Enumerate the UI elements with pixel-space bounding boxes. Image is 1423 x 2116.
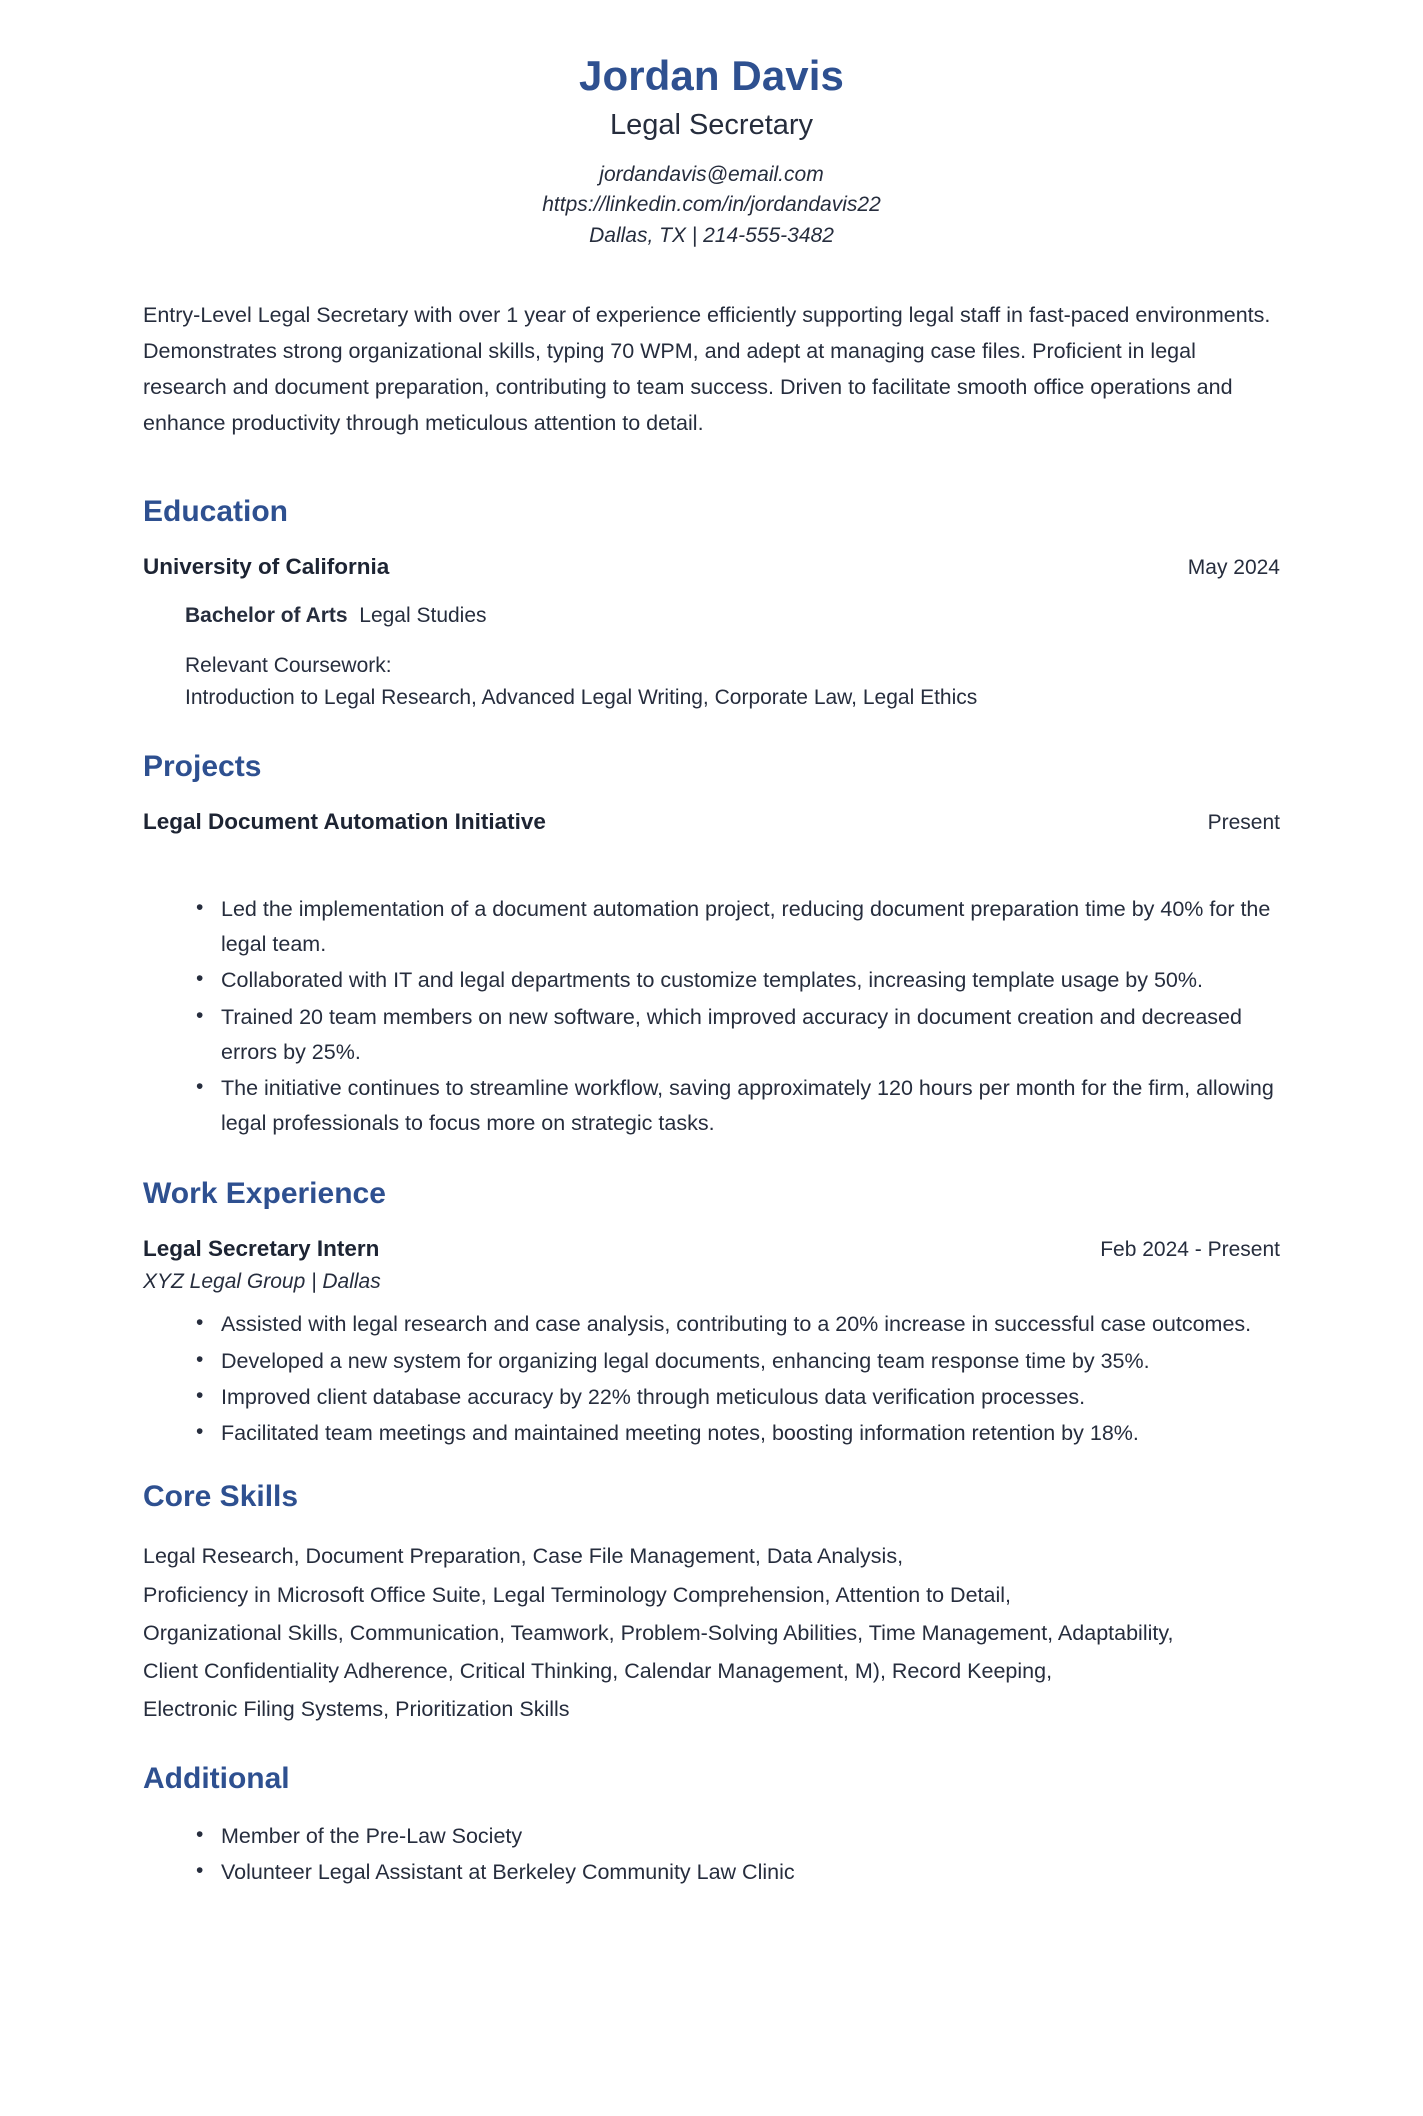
list-item: • Collaborated with IT and legal departments to customize templates, increasing template usage by 50%.: [218, 963, 1280, 998]
section-core-skills: [143, 1479, 1280, 1728]
additional-bullet-list: [143, 1819, 1280, 1891]
list-item: • Trained 20 team members on new software, which improved accuracy in document creation and decreased errors by 25%.: [218, 1000, 1280, 1071]
list-item: • Led the implementation of a document automation project, reducing document preparation time by 40% for the legal team.: [218, 892, 1280, 963]
work-entry: [143, 1234, 1280, 1452]
education-school: University of California: [143, 553, 390, 579]
education-coursework-block: [143, 650, 1280, 713]
section-title-work-experience: Work Experience: [143, 1176, 386, 1210]
candidate-name: Jordan Davis: [579, 52, 844, 99]
work-date-range: Feb 2024 - Present: [1100, 1237, 1280, 1261]
work-job-title: Legal Secretary Intern: [143, 1235, 380, 1261]
core-skills-list: [143, 1537, 1280, 1728]
section-title-projects: Projects: [143, 750, 262, 784]
education-date: May 2024: [1187, 555, 1280, 579]
work-entry-head: [143, 1234, 1280, 1264]
resume-header: [143, 52, 1280, 251]
section-title-education: Education: [143, 494, 289, 528]
project-bullet-list: [143, 892, 1280, 1142]
contact-email[interactable]: jordandavis@email.com: [599, 162, 824, 186]
education-degree-line: [143, 601, 1280, 631]
skills-line: Proficiency in Microsoft Office Suite, Legal Terminology Comprehension, Attention to Detail,: [143, 1582, 1011, 1607]
coursework-list: Introduction to Legal Research, Advanced Legal Writing, Corporate Law, Legal Ethics: [185, 685, 978, 709]
section-projects: [143, 749, 1280, 1141]
education-degree: Bachelor of Arts: [185, 603, 348, 627]
list-item: • Assisted with legal research and case analysis, contributing to a 20% increase in successful case outcomes.: [218, 1307, 1280, 1342]
professional-summary: Entry-Level Legal Secretary with over 1 year of experience efficiently supporting legal staff in fast-paced environments. Demonstrates strong organizational skills, typing 70 WPM, and adept at managing case files. Proficient in legal research and document preparation, contributing to team success. Driven to facilitate smooth office operations and enhance productivity through meticulous attention to detail.: [143, 303, 1271, 436]
section-additional: [143, 1761, 1280, 1891]
project-entry: [143, 807, 1280, 1141]
skills-line: Organizational Skills, Communication, Teamwork, Problem-Solving Abilities, Time Management, Adaptability,: [143, 1620, 1174, 1645]
section-work-experience: [143, 1176, 1280, 1452]
spacer: [143, 1743, 1280, 1761]
list-item: • Member of the Pre-Law Society: [218, 1819, 1280, 1854]
contact-linkedin[interactable]: https://linkedin.com/in/jordandavis22: [542, 193, 881, 217]
project-title: Legal Document Automation Initiative: [143, 809, 546, 835]
education-entry: [143, 552, 1280, 714]
list-item: • Improved client database accuracy by 22% through meticulous data verification processes.: [218, 1380, 1280, 1415]
candidate-job-title: Legal Secretary: [609, 109, 814, 142]
work-bullet-list: [143, 1307, 1280, 1451]
section-title-core-skills: Core Skills: [143, 1480, 299, 1514]
contact-location-phone: Dallas, TX | 214-555-3482: [589, 223, 834, 247]
skills-line: Client Confidentiality Adherence, Critical Thinking, Calendar Management, M), Record Keeping,: [143, 1659, 1053, 1684]
education-entry-head: [143, 552, 1280, 582]
spacer: [143, 1465, 1280, 1479]
list-item: • Developed a new system for organizing legal documents, enhancing team response time by 35%.: [218, 1344, 1280, 1379]
coursework-label: Relevant Coursework:: [185, 654, 392, 678]
section-title-additional: Additional: [143, 1761, 290, 1795]
skills-line: Legal Research, Document Preparation, Case File Management, Data Analysis,: [143, 1544, 904, 1569]
skills-line: Electronic Filing Systems, Prioritization Skills: [143, 1697, 570, 1722]
project-description: [143, 838, 1280, 882]
list-item: • The initiative continues to streamline workflow, saving approximately 120 hours per month for the firm, allowing legal professionals to focus more on strategic tasks.: [218, 1071, 1280, 1142]
work-company-location: XYZ Legal Group | Dallas: [143, 1269, 381, 1293]
list-item: • Volunteer Legal Assistant at Berkeley Community Law Clinic: [218, 1855, 1280, 1890]
section-education: [143, 494, 1280, 714]
spacer: [143, 727, 1280, 749]
project-entry-head: [143, 807, 1280, 837]
education-field: Legal Studies: [359, 603, 487, 627]
project-date: Present: [1207, 811, 1280, 835]
spacer: [143, 1156, 1280, 1176]
list-item: • Facilitated team meetings and maintained meeting notes, boosting information retention by 18%.: [218, 1416, 1280, 1451]
